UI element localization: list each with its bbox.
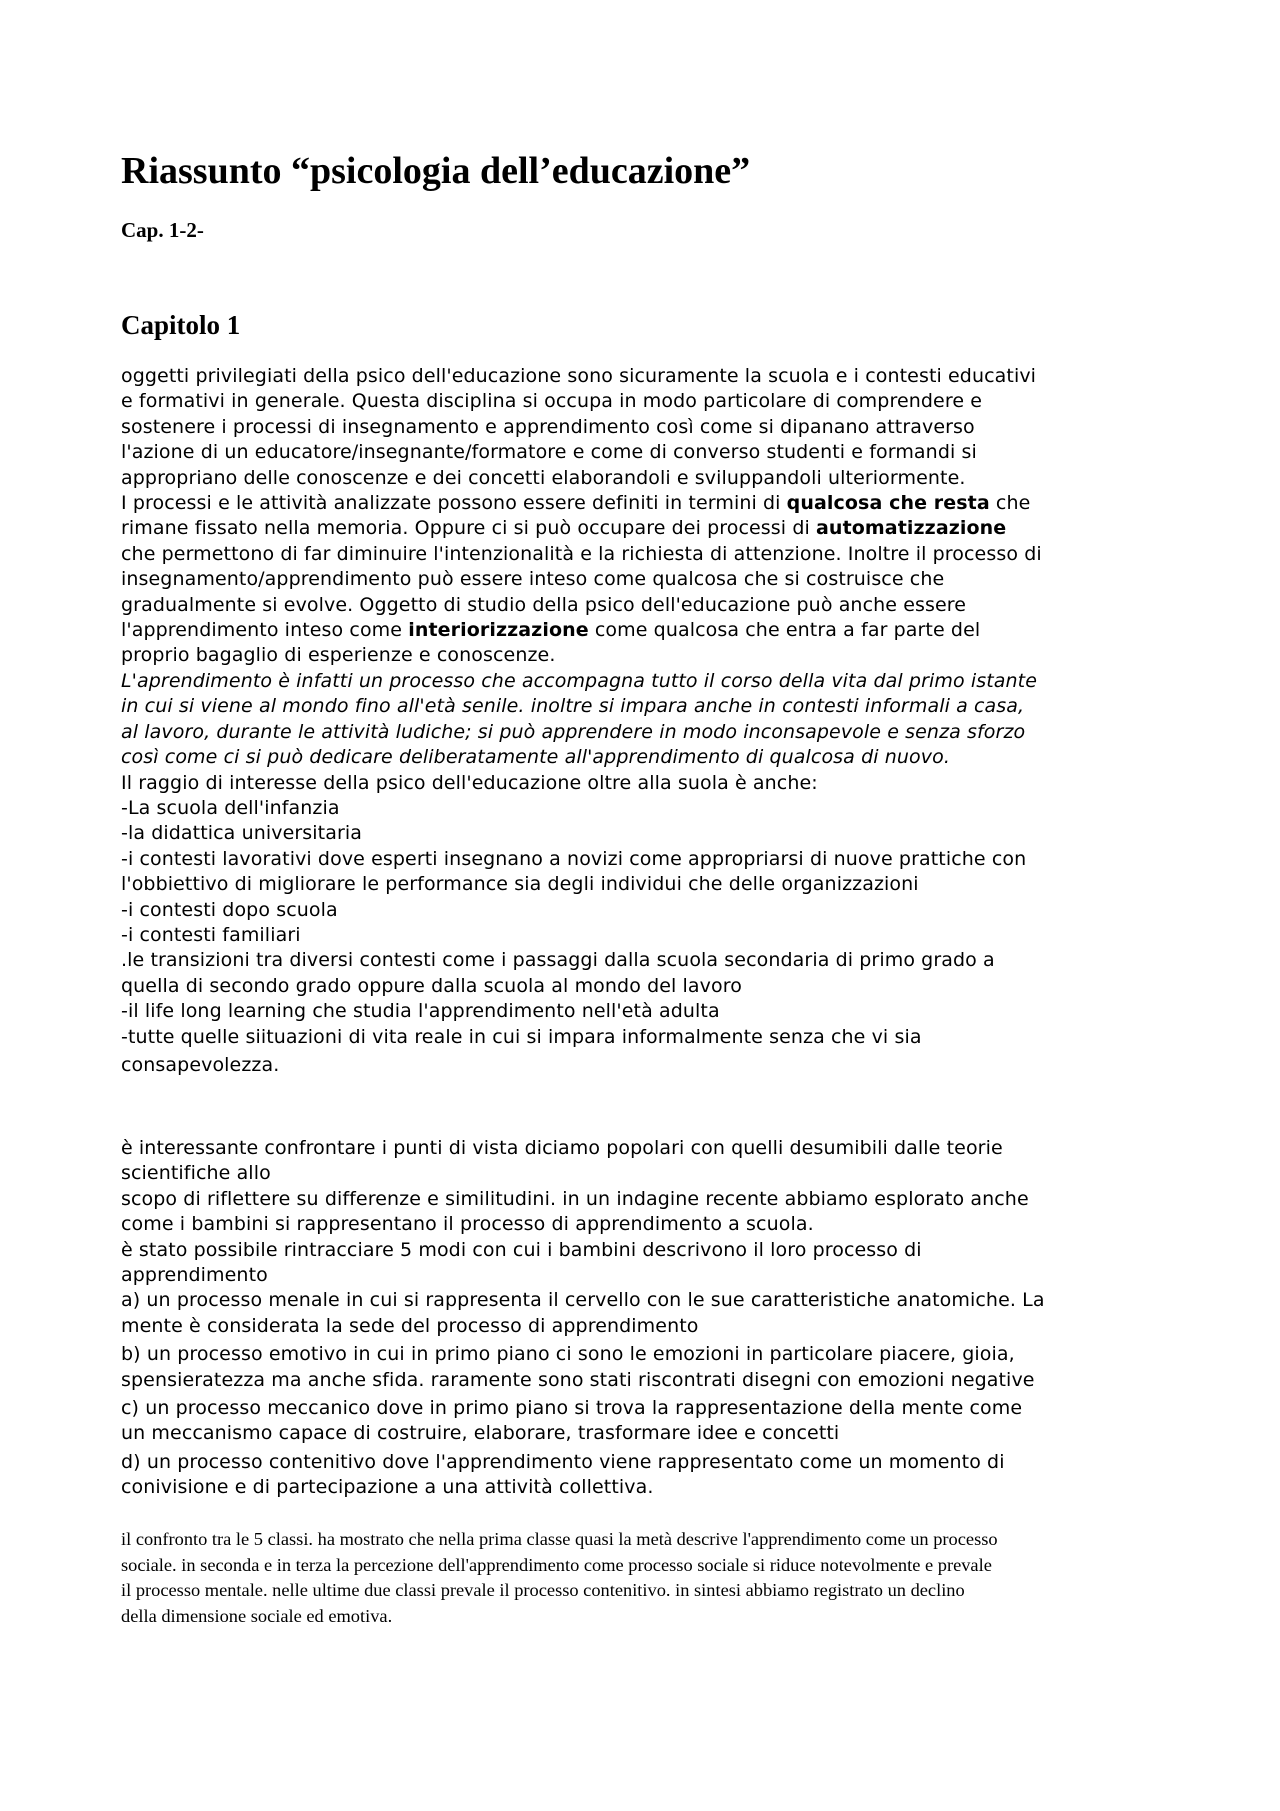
text-run: rimane fissato nella memoria. Oppure ci si può occupare dei processi di [121, 517, 817, 540]
intro-line: oggetti privilegiati della psico dell'educazione sono sicuramente la scuola e i contesti educativi [121, 365, 1037, 387]
section2-line: come i bambini si rappresentano il processo di apprendimento a scuola. [121, 1213, 814, 1236]
interest-list-item: -i contesti dopo scuola [121, 898, 338, 921]
bold-term-automatizzazione: automatizzazione [816, 517, 1007, 540]
interest-list-item: -la didattica universitaria [121, 822, 362, 845]
interest-list-last: consapevolezza. [121, 1053, 280, 1076]
processes-line [121, 618, 1171, 643]
section2-line: apprendimento [121, 1264, 268, 1287]
document-subtitle: Cap. 1-2- [121, 218, 204, 242]
italic-line: al lavoro, durante le attività ludiche; si può apprendere in modo inconsapevole e senza sforzo [121, 720, 1026, 743]
italic-line: L'aprendimento è infatti un processo che accompagna tutto il corso della vita dal primo istante [121, 669, 1037, 692]
section2-line: spensieratezza ma anche sfida. raramente sono stati riscontrati disegni con emozioni negative [121, 1368, 1035, 1391]
interest-list-item: l'obbiettivo di migliorare le performance sia degli individui che delle organizzazioni [121, 873, 919, 896]
processes-line: insegnamento/apprendimento può essere inteso come qualcosa che si costruisce che [121, 568, 945, 591]
document-title: Riassunto “psicologia dell’educazione” [121, 150, 751, 192]
section2-line: conivisione e di partecipazione a una attività collettiva. [121, 1476, 654, 1499]
intro-line: sostenere i processi di insegnamento e apprendimento così come si dipanano attraverso [121, 415, 975, 438]
section2-line: scopo di riflettere su differenze e similitudini. in un indagine recente abbiamo esplorato anche [121, 1187, 1029, 1210]
interest-list-item: -il life long learning che studia l'apprendimento nell'età adulta [121, 1000, 720, 1023]
section2-line: è interessante confrontare i punti di vista diciamo popolari con quelli desumibili dalle teorie [121, 1137, 1003, 1159]
intro-line: e formativi in generale. Questa disciplina si occupa in modo particolare di comprendere e [121, 390, 983, 413]
bold-term-qualcosa-che-resta: qualcosa che resta [786, 492, 990, 515]
intro-line: l'azione di un educatore/insegnante/formatore e come di converso studenti e formandi si [121, 441, 977, 464]
interest-list-item: quella di secondo grado oppure dalla scuola al mondo del lavoro [121, 974, 742, 997]
text-run: che [989, 492, 1031, 515]
interest-intro: Il raggio di interesse della psico dell'educazione oltre alla suola è anche: [121, 771, 818, 794]
text-run: come qualcosa che entra a far parte del [588, 619, 981, 642]
intro-line: appropriano delle conoscenze e dei concetti elaborandoli e sviluppandoli ulteriormente. [121, 466, 966, 489]
chapter-1-body [121, 364, 1171, 1078]
processes-line [121, 516, 1171, 541]
section3-line: il processo mentale. nelle ultime due classi prevale il processo contenitivo. in sintesi abbiamo registrato un declino [121, 1580, 965, 1600]
interest-list-item: -i contesti lavorativi dove esperti insegnano a novizi come appropriarsi di nuove prattiche con [121, 847, 1027, 870]
section2-line: c) un processo meccanico dove in primo piano si trova la rappresentazione della mente come [121, 1397, 1023, 1420]
text-run: l'apprendimento inteso come [121, 619, 409, 642]
section2-line: scientifiche allo [121, 1162, 271, 1185]
section-2-body [121, 1136, 1171, 1501]
italic-line: in cui si viene al mondo fino all'età senile. inoltre si impara anche in contesti informali a casa, [121, 695, 1025, 718]
text-run: I processi e le attività analizzate possono essere definiti in termini di [121, 492, 787, 515]
section2-line: mente è considerata la sede del processo di apprendimento [121, 1314, 699, 1337]
interest-list-item: -La scuola dell'infanzia [121, 796, 340, 819]
processes-line: che permettono di far diminuire l'intenzionalità e la richiesta di attenzione. Inoltre il processo di [121, 542, 1042, 565]
interest-list-item: -tutte quelle siituazioni di vita reale in cui si impara informalmente senza che vi sia [121, 1025, 922, 1048]
section2-line: d) un processo contenitivo dove l'apprendimento viene rappresentato come un momento di [121, 1450, 1005, 1473]
section2-line: b) un processo emotivo in cui in primo piano ci sono le emozioni in particolare piacere, gioia, [121, 1343, 1015, 1366]
interest-list-item: -i contesti familiari [121, 923, 301, 946]
section3-line: della dimensione sociale ed emotiva. [121, 1605, 393, 1626]
italic-line: così come ci si può dedicare deliberatamente all'apprendimento di qualcosa di nuovo. [121, 746, 950, 769]
section3-line: il confronto tra le 5 classi. ha mostrato che nella prima classe quasi la metà descrive l'apprendimento come un processo [121, 1529, 998, 1549]
processes-line: gradualmente si evolve. Oggetto di studio della psico dell'educazione può anche essere [121, 593, 967, 616]
processes-line [121, 491, 1171, 516]
processes-line: proprio bagaglio di esperienze e conoscenze. [121, 644, 556, 667]
section2-line: un meccanismo capace di costruire, elaborare, trasformare idee e concetti [121, 1422, 840, 1445]
section2-line: a) un processo menale in cui si rappresenta il cervello con le sue caratteristiche anatomiche. La [121, 1289, 1045, 1312]
interest-list-item: .le transizioni tra diversi contesti come i passaggi dalla scuola secondaria di primo grado a [121, 949, 995, 972]
section2-line: è stato possibile rintracciare 5 modi con cui i bambini descrivono il loro processo di [121, 1238, 922, 1261]
section-3-body [121, 1527, 1171, 1629]
chapter-heading: Capitolo 1 [121, 310, 241, 340]
section3-line: sociale. in seconda e in terza la percezione dell'apprendimento come processo sociale si riduce notevolmente e prevale [121, 1554, 992, 1575]
bold-term-interiorizzazione: interiorizzazione [408, 619, 589, 642]
